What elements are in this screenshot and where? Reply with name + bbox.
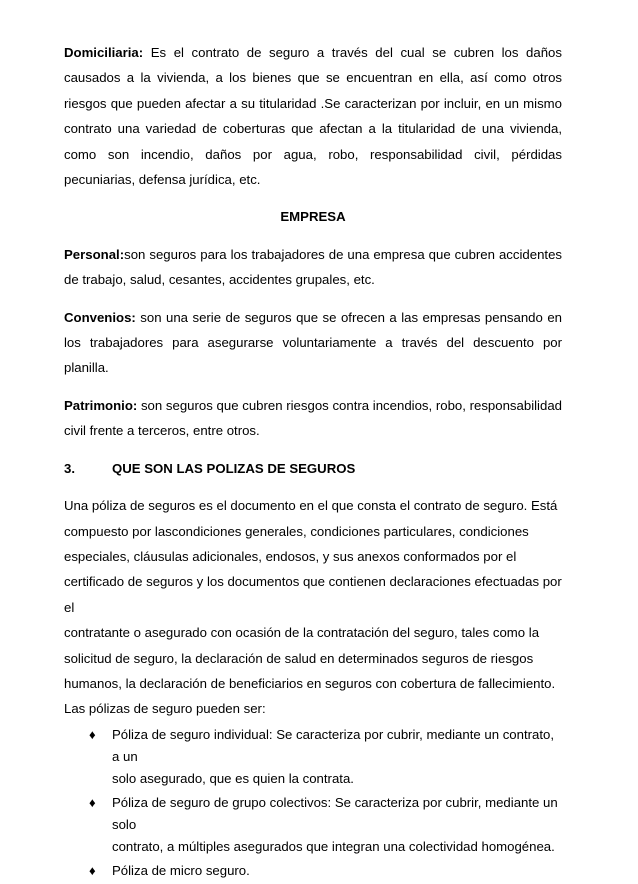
intro-line: Una póliza de seguros es el documento en el que consta el contrato de seguro. Está xyxy=(64,498,558,514)
list-item-line: contrato, a múltiples asegurados que integran una colectividad homogénea. xyxy=(112,838,555,854)
intro-line: humanos, la declaración de beneficiarios en seguros con cobertura de fallecimiento. xyxy=(64,675,556,691)
list-item-line: Póliza de seguro de grupo colectivos: Se caracteriza por cubrir, mediante un solo xyxy=(112,794,558,832)
section-title-empresa: EMPRESA xyxy=(280,209,346,225)
list-item-line: Póliza de micro seguro. xyxy=(112,862,250,878)
paragraph-domiciliaria xyxy=(64,40,562,192)
list-item xyxy=(64,860,562,882)
intro-line: especiales, cláusulas adicionales, endosos, y sus anexos conformados por el xyxy=(64,548,517,564)
poliza-types-list xyxy=(64,724,562,882)
intro-line: contratante o asegurado con ocasión de la contratación del seguro, tales como la xyxy=(64,625,540,641)
paragraph-personal xyxy=(64,242,562,293)
list-item-line: Póliza de seguro individual: Se caracteriza por cubrir, mediante un contrato, a un xyxy=(112,726,555,764)
text-personal: son seguros para los trabajadores de una empresa que cubren accidentes de trabajo, salud, cesantes, accidentes grupales, etc. xyxy=(64,246,562,288)
section-heading-3 xyxy=(64,456,562,481)
list-item xyxy=(64,724,562,790)
section-title: QUE SON LAS POLIZAS DE SEGUROS xyxy=(112,460,356,476)
poliza-intro-paragraph xyxy=(64,493,562,722)
term-patrimonio: Patrimonio: xyxy=(64,397,138,413)
term-personal: Personal: xyxy=(64,246,125,262)
diamond-bullet-icon: ♦ xyxy=(89,726,96,742)
intro-line: certificado de seguros y los documentos que contienen declaraciones efectuadas por el xyxy=(64,574,562,615)
term-convenios: Convenios: xyxy=(64,309,136,325)
list-item xyxy=(64,792,562,858)
list-item-line: solo asegurado, que es quien la contrata. xyxy=(112,770,354,786)
document-page xyxy=(64,40,562,884)
text-patrimonio: son seguros que cubren riesgos contra incendios, robo, responsabilidad civil frente a terceros, entre otros. xyxy=(64,397,562,439)
text-convenios: son una serie de seguros que se ofrecen a las empresas pensando en los trabajadores para asegurarse voluntariamente a través del descuento por planilla. xyxy=(64,309,562,376)
types-intro: Las pólizas de seguro pueden ser: xyxy=(64,701,266,717)
diamond-bullet-icon: ♦ xyxy=(89,862,96,878)
paragraph-patrimonio xyxy=(64,393,562,444)
text-domiciliaria: Es el contrato de seguro a través del cual se cubren los daños causados a la vivienda, a los bienes que se encuentran en ella, así como otros riesgos que pueden afectar a su titularidad .Se caracterizan por incluir, en un mismo contrato una variedad de coberturas que afectan a la titularidad de una vivienda, como son incendio, daños por agua, robo, responsabilidad civil, pérdidas pecuniarias, defensa jurídica, etc. xyxy=(64,45,562,188)
intro-line: solicitud de seguro, la declaración de salud en determinados seguros de riesgos xyxy=(64,650,534,666)
term-domiciliaria: Domiciliaria: xyxy=(64,45,144,60)
diamond-bullet-icon: ♦ xyxy=(89,794,96,810)
section-number: 3. xyxy=(64,460,75,476)
intro-line: compuesto por lascondiciones generales, condiciones particulares, condiciones xyxy=(64,523,529,539)
paragraph-convenios xyxy=(64,305,562,381)
